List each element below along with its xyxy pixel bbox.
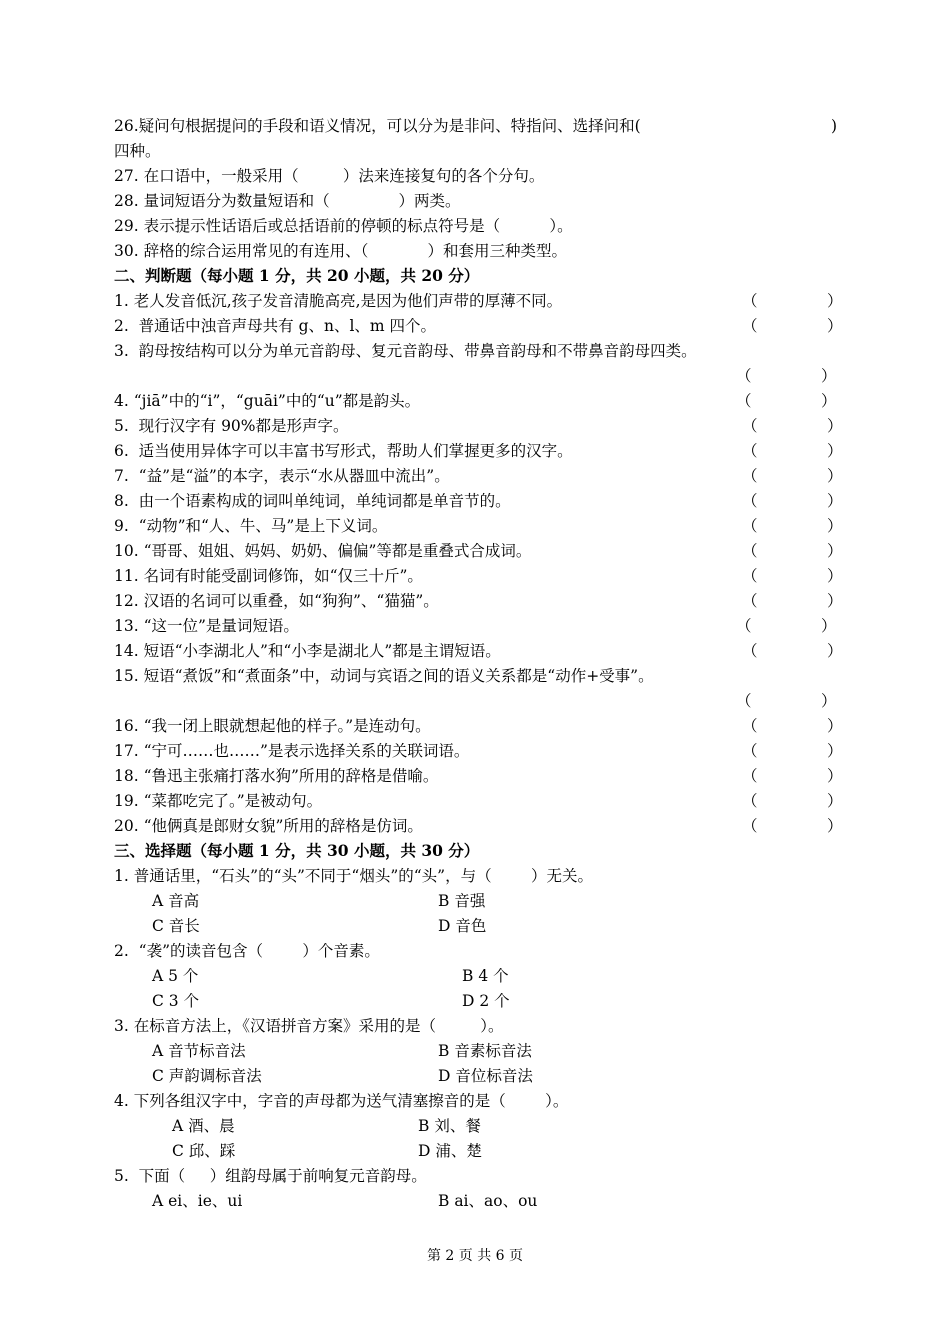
- answer-paren-close: ）: [827, 417, 843, 435]
- answer-paren-open: （: [742, 742, 758, 760]
- answer-paren-open: （: [736, 692, 752, 710]
- answer-paren-close: ）: [827, 642, 843, 660]
- answer-paren-close: ）: [827, 742, 843, 760]
- answer-paren-close: ）: [827, 817, 843, 835]
- question-26-line: 26.疑问句根据提问的手段和语义情况，可以分为是非问、特指问、选择问和(: [114, 117, 641, 135]
- answer-paren-open: （: [742, 442, 758, 460]
- true-false-item: 14. 短语“小李湖北人”和“小李是湖北人”都是主谓短语。: [114, 642, 501, 660]
- answer-paren-open: （: [742, 792, 758, 810]
- true-false-item: 12. 汉语的名词可以重叠，如“狗狗”、“猫猫”。: [114, 592, 439, 610]
- answer-paren-close: ）: [827, 492, 843, 510]
- answer-paren-open: （: [742, 467, 758, 485]
- true-false-item: 2. 普通话中浊音声母共有 g、n、l、m 四个。: [114, 317, 437, 335]
- true-false-item: 9. “动物”和“人、牛、马”是上下义词。: [114, 517, 388, 535]
- true-false-item: 17. “宁可……也……”是表示选择关系的关联词语。: [114, 742, 470, 760]
- true-false-item: 10. “哥哥、姐姐、妈妈、奶奶、偏偏”等都是重叠式合成词。: [114, 542, 532, 560]
- paren-close: ): [831, 117, 838, 135]
- mc-question-stem: 1. 普通话里，“石头”的“头”不同于“烟头”的“头”，与（ ）无关。: [114, 867, 594, 885]
- mc-question-stem: 4. 下列各组汉字中，字音的声母都为送气清塞擦音的是（ ）。: [114, 1092, 569, 1110]
- page-footer: 第 2 页 共 6 页: [426, 1248, 524, 1264]
- true-false-item: 7. “益”是“溢”的本字，表示“水从器皿中流出”。: [114, 467, 450, 485]
- mc-option: D 音位标音法: [438, 1067, 533, 1085]
- mc-option: D 浦、楚: [418, 1142, 482, 1160]
- answer-paren-close: ）: [821, 392, 837, 410]
- mc-option: A 5 个: [152, 967, 199, 985]
- answer-paren-open: （: [742, 592, 758, 610]
- question-27: 27. 在口语中，一般采用（ ）法来连接复句的各个分句。: [114, 167, 545, 185]
- true-false-item: 11. 名词有时能受副词修饰，如“仅三十斤”。: [114, 567, 423, 585]
- answer-paren-open: （: [742, 567, 758, 585]
- mc-option: B ai、ao、ou: [438, 1192, 538, 1210]
- answer-paren-open: （: [742, 417, 758, 435]
- true-false-item: 4. “jiā”中的“i”，“guāi”中的“u”都是韵头。: [114, 392, 421, 410]
- answer-paren-open: （: [742, 292, 758, 310]
- answer-paren-close: ）: [827, 442, 843, 460]
- answer-paren-open: （: [736, 367, 752, 385]
- answer-paren-close: ）: [827, 292, 843, 310]
- answer-paren-close: ）: [827, 767, 843, 785]
- question-28: 28. 量词短语分为数量短语和（ ）两类。: [114, 192, 461, 210]
- question-30: 30. 辞格的综合运用常见的有连用、（ ）和套用三种类型。: [114, 242, 567, 260]
- answer-paren-open: （: [736, 617, 752, 635]
- mc-question-stem: 3. 在标音方法上，《汉语拼音方案》采用的是（ ）。: [114, 1017, 504, 1035]
- true-false-item: 5. 现行汉字有 90%都是形声字。: [114, 417, 349, 435]
- mc-option: B 音强: [438, 892, 486, 910]
- mc-option: B 刘、餐: [418, 1117, 481, 1135]
- true-false-item: 13. “这一位”是量词短语。: [114, 617, 299, 635]
- mc-option: C 邱、踩: [172, 1142, 236, 1160]
- answer-paren-close: ）: [821, 692, 837, 710]
- answer-paren-open: （: [742, 542, 758, 560]
- answer-paren-close: ）: [827, 792, 843, 810]
- mc-option: D 2 个: [462, 992, 510, 1010]
- mc-question-stem: 5. 下面（ ）组韵母属于前响复元音韵母。: [114, 1167, 427, 1185]
- answer-paren-close: ）: [827, 317, 843, 335]
- mc-option: B 4 个: [462, 967, 509, 985]
- question-29: 29. 表示提示性话语后或总括语前的停顿的标点符号是（ ）。: [114, 217, 573, 235]
- answer-paren-close: ）: [827, 717, 843, 735]
- answer-paren-open: （: [742, 717, 758, 735]
- answer-paren-open: （: [742, 767, 758, 785]
- mc-option: B 音素标音法: [438, 1042, 532, 1060]
- answer-paren-open: （: [742, 317, 758, 335]
- mc-question-stem: 2. “袭”的读音包含（ ）个音素。: [114, 942, 380, 960]
- section-heading-multiple-choice: 三、选择题（每小题 1 分，共 30 小题，共 30 分）: [114, 841, 480, 860]
- true-false-item: 3. 韵母按结构可以分为单元音韵母、复元音韵母、带鼻音韵母和不带鼻音韵母四类。: [114, 342, 697, 360]
- answer-paren-close: ）: [827, 467, 843, 485]
- true-false-item: 20. “他俩真是郎财女貌”所用的辞格是仿词。: [114, 817, 423, 835]
- answer-paren-open: （: [742, 642, 758, 660]
- answer-paren-open: （: [742, 517, 758, 535]
- true-false-item: 8. 由一个语素构成的词叫单纯词，单纯词都是单音节的。: [114, 492, 511, 510]
- answer-paren-open: （: [742, 817, 758, 835]
- answer-paren-close: ）: [827, 517, 843, 535]
- true-false-item: 15. 短语“煮饭”和“煮面条”中，动词与宾语之间的语义关系都是“动作+受事”。: [114, 667, 654, 685]
- answer-paren-open: （: [736, 392, 752, 410]
- mc-option: A 音高: [152, 892, 200, 910]
- answer-paren-close: ）: [821, 367, 837, 385]
- true-false-item: 16. “我一闭上眼就想起他的样子。”是连动句。: [114, 717, 431, 735]
- true-false-item: 1. 老人发音低沉,孩子发音清脆高亮,是因为他们声带的厚薄不同。: [114, 292, 563, 310]
- true-false-item: 6. 适当使用异体字可以丰富书写形式，帮助人们掌握更多的汉字。: [114, 442, 573, 460]
- mc-option: A 酒、晨: [172, 1117, 235, 1135]
- true-false-item: 18. “鲁迅主张痛打落水狗”所用的辞格是借喻。: [114, 767, 439, 785]
- question-26-continuation: 四种。: [114, 142, 161, 160]
- section-heading-true-false: 二、判断题（每小题 1 分，共 20 小题，共 20 分）: [114, 266, 480, 285]
- answer-paren-close: ）: [827, 542, 843, 560]
- mc-option: C 3 个: [152, 992, 200, 1010]
- true-false-item: 19. “菜都吃完了。”是被动句。: [114, 792, 323, 810]
- answer-paren-close: ）: [827, 592, 843, 610]
- answer-paren-open: （: [742, 492, 758, 510]
- mc-option: C 音长: [152, 917, 200, 935]
- mc-option: A 音节标音法: [152, 1042, 246, 1060]
- mc-option: A ei、ie、ui: [152, 1192, 243, 1210]
- mc-option: C 声韵调标音法: [152, 1067, 262, 1085]
- mc-option: D 音色: [438, 917, 487, 935]
- answer-paren-close: ）: [821, 617, 837, 635]
- answer-paren-close: ）: [827, 567, 843, 585]
